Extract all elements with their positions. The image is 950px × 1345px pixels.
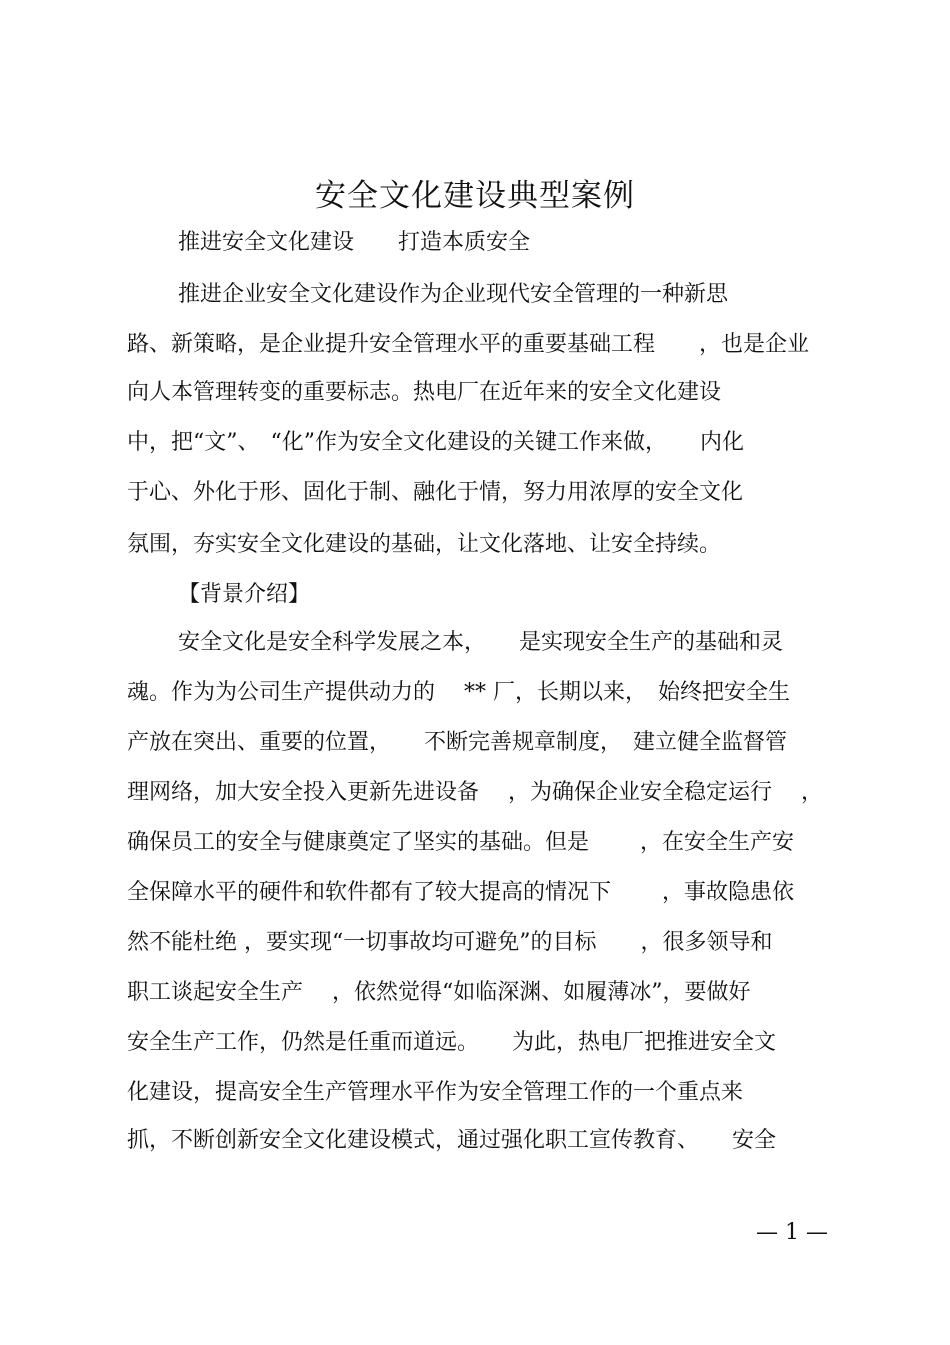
paragraph-line: 于心、外化于形、固化于制、融化于情，努力用浓厚的安全文化: [127, 480, 744, 505]
paragraph-line: 化建设，提高安全生产管理水平作为安全管理工作的一个重点来: [127, 1080, 744, 1105]
paragraph-line: 魂。作为为公司生产提供动力的 ** 厂，长期以来， 始终把安全生: [127, 680, 790, 705]
paragraph-line: 路、新策略，是企业提升安全管理水平的重要基础工程 ，也是企业: [127, 332, 810, 357]
paragraph-line: 产放在突出、重要的位置， 不断完善规章制度， 建立健全监督管: [127, 730, 788, 755]
paragraph-line: 安全文化是安全科学发展之本， 是实现安全生产的基础和灵: [178, 630, 784, 655]
paragraph-line: 全保障水平的硬件和软件都有了较大提高的情况下 ，事故隐患依: [127, 880, 794, 905]
document-subtitle: 推进安全文化建设 打造本质安全: [178, 230, 531, 255]
paragraph-line: 中，把“文”、 “化”作为安全文化建设的关键工作来做， 内化: [127, 430, 744, 455]
paragraph-line: 氛围，夯实安全文化建设的基础，让文化落地、让安全持续。: [127, 532, 722, 557]
paragraph-line: 然不能杜绝 ，要实现“一切事故均可避免”的目标 ，很多领导和: [127, 930, 773, 955]
document-title: 安全文化建设典型案例: [315, 178, 635, 214]
page-number: — 1 —: [756, 1220, 828, 1245]
paragraph-line: 理网络，加大安全投入更新先进设备 ，为确保企业安全稳定运行 ，: [127, 780, 823, 805]
paragraph-line: 推进企业安全文化建设作为企业现代安全管理的一种新思: [178, 282, 729, 307]
paragraph-line: 安全生产工作，仍然是任重而道远。 为此，热电厂把推进安全文: [127, 1030, 777, 1055]
paragraph-line: 向人本管理转变的重要标志。热电厂在近年来的安全文化建设: [127, 380, 722, 405]
paragraph-line: 抓，不断创新安全文化建设模式，通过强化职工宣传教育、 安全: [127, 1128, 777, 1153]
paragraph-line: 职工谈起安全生产 ，依然觉得“如临深渊、如履薄冰”，要做好: [127, 980, 751, 1005]
paragraph-line: 确保员工的安全与健康奠定了坚实的基础。但是 ，在安全生产安: [127, 830, 794, 855]
section-heading: 【背景介绍】: [178, 582, 311, 607]
